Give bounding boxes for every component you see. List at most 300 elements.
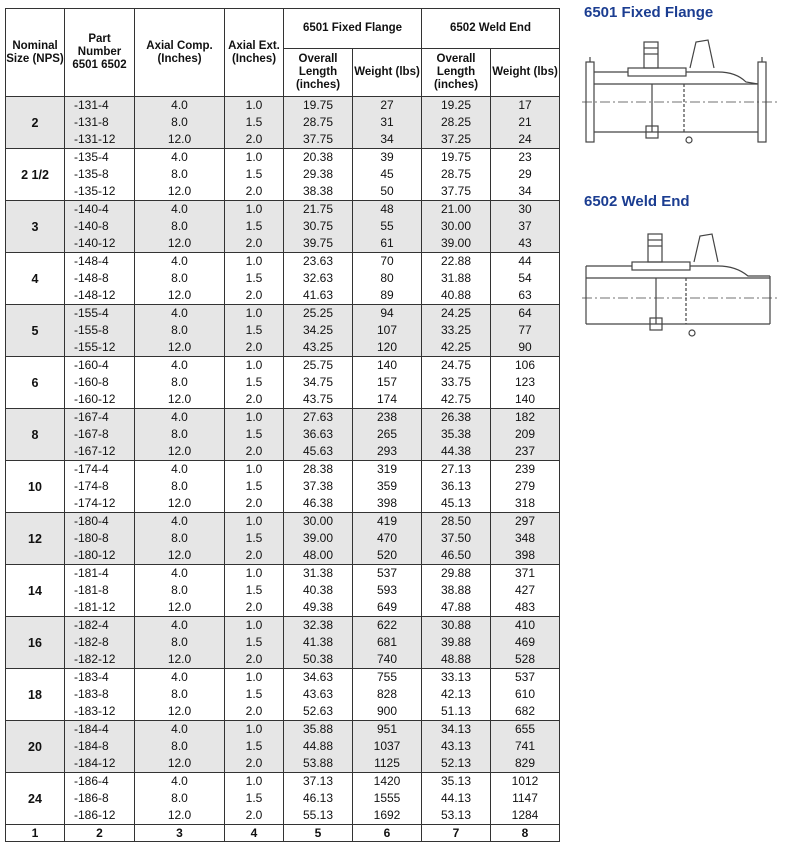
ff-weight-value: 120	[376, 340, 398, 354]
ff-weight-value: 48	[380, 202, 394, 216]
ff-overall-length-value: 43.25	[302, 340, 334, 354]
ff-weight-value: 50	[380, 184, 394, 198]
nominal-size-cell: 6	[6, 357, 65, 409]
axial-comp-value: 12.0	[167, 756, 192, 770]
ff-weight-value: 1037	[373, 739, 401, 753]
axial-ext-value: 1.5	[245, 791, 263, 805]
ff-overall-length-value: 30.00	[302, 514, 334, 528]
axial-comp-cell	[135, 617, 225, 669]
ff-overall-length-value: 45.63	[302, 444, 334, 458]
we-weight-value: 77	[518, 323, 532, 337]
header-ff-weight: Weight (lbs)	[353, 49, 422, 97]
axial-ext-value: 2.0	[245, 600, 263, 614]
axial-comp-value: 4.0	[171, 722, 188, 736]
ff-overall-length-cell	[284, 669, 353, 721]
we-overall-length-cell	[422, 565, 491, 617]
part-number-value: -181-12	[74, 600, 116, 614]
axial-comp-value: 4.0	[171, 566, 188, 580]
we-weight-cell	[491, 357, 560, 409]
part-number-cell	[65, 149, 135, 201]
axial-ext-value: 1.0	[245, 462, 263, 476]
axial-comp-value: 8.0	[171, 531, 188, 545]
axial-ext-value: 2.0	[245, 444, 263, 458]
axial-comp-cell	[135, 201, 225, 253]
we-overall-length-value: 42.25	[440, 340, 472, 354]
axial-comp-value: 8.0	[171, 219, 188, 233]
we-overall-length-value: 24.75	[440, 358, 472, 372]
we-weight-cell	[491, 617, 560, 669]
axial-ext-value: 2.0	[245, 548, 263, 562]
we-weight-value: 239	[514, 462, 536, 476]
axial-ext-value: 1.5	[245, 427, 263, 441]
part-number-value: -160-12	[74, 392, 116, 406]
we-overall-length-cell	[422, 773, 491, 825]
ff-overall-length-value: 40.38	[302, 583, 334, 597]
ff-weight-cell	[353, 565, 422, 617]
we-overall-length-value: 19.75	[440, 150, 472, 164]
ff-weight-value: 537	[376, 566, 398, 580]
axial-comp-value: 12.0	[167, 548, 192, 562]
we-overall-length-value: 27.13	[440, 462, 472, 476]
part-number-value: -135-12	[74, 184, 116, 198]
ff-weight-cell	[353, 773, 422, 825]
ff-weight-value: 39	[380, 150, 394, 164]
ff-overall-length-cell	[284, 773, 353, 825]
axial-ext-value: 2.0	[245, 132, 263, 146]
we-overall-length-value: 38.88	[440, 583, 472, 597]
axial-ext-value: 1.0	[245, 150, 263, 164]
part-number-cell	[65, 201, 135, 253]
we-weight-value: 54	[518, 271, 532, 285]
ff-weight-value: 359	[376, 479, 398, 493]
axial-comp-cell	[135, 357, 225, 409]
ff-overall-length-cell	[284, 149, 353, 201]
ff-weight-value: 1692	[373, 808, 401, 822]
axial-comp-cell	[135, 565, 225, 617]
part-number-value: -167-8	[74, 427, 109, 441]
ff-weight-value: 80	[380, 271, 394, 285]
axial-comp-value: 12.0	[167, 808, 192, 822]
we-weight-cell	[491, 97, 560, 149]
we-overall-length-cell	[422, 617, 491, 669]
spec-table-body	[6, 97, 560, 825]
axial-comp-value: 4.0	[171, 410, 188, 424]
we-overall-length-value: 31.88	[440, 271, 472, 285]
table-row	[6, 617, 560, 669]
axial-ext-value: 2.0	[245, 392, 263, 406]
ff-overall-length-cell	[284, 721, 353, 773]
we-weight-value: 23	[518, 150, 532, 164]
we-weight-value: 123	[514, 375, 536, 389]
ff-weight-value: 900	[376, 704, 398, 718]
ff-overall-length-value: 19.75	[302, 98, 334, 112]
part-number-value: -155-12	[74, 340, 116, 354]
ff-overall-length-cell	[284, 513, 353, 565]
ff-weight-cell	[353, 409, 422, 461]
ff-weight-value: 1125	[374, 756, 400, 770]
ff-overall-length-value: 55.13	[302, 808, 334, 822]
ff-overall-length-value: 50.38	[302, 652, 334, 666]
ff-weight-value: 951	[376, 722, 398, 736]
header-we-weight: Weight (lbs)	[491, 49, 560, 97]
ff-overall-length-value: 29.38	[302, 167, 334, 181]
ff-weight-value: 89	[380, 288, 394, 302]
we-overall-length-cell	[422, 305, 491, 357]
axial-ext-value: 1.5	[245, 635, 263, 649]
we-overall-length-cell	[422, 253, 491, 305]
ff-weight-cell	[353, 253, 422, 305]
we-weight-value: 410	[514, 618, 536, 632]
part-number-value: -182-4	[74, 618, 109, 632]
we-weight-value: 21	[518, 115, 532, 129]
we-weight-value: 29	[518, 167, 532, 181]
we-overall-length-value: 37.50	[440, 531, 472, 545]
nominal-size-cell: 5	[6, 305, 65, 357]
axial-ext-value: 1.5	[245, 739, 263, 753]
axial-comp-value: 8.0	[171, 427, 188, 441]
part-number-value: -180-12	[74, 548, 116, 562]
ff-overall-length-value: 25.25	[302, 306, 334, 320]
axial-ext-value: 1.5	[245, 531, 263, 545]
we-weight-value: 297	[514, 514, 536, 528]
we-weight-value: 1012	[511, 774, 539, 788]
ff-overall-length-value: 53.88	[302, 756, 334, 770]
we-weight-cell	[491, 461, 560, 513]
axial-comp-value: 8.0	[171, 635, 188, 649]
ff-overall-length-cell	[284, 461, 353, 513]
axial-ext-value: 1.0	[245, 618, 263, 632]
axial-comp-value: 4.0	[171, 306, 188, 320]
we-overall-length-value: 52.13	[440, 756, 472, 770]
nominal-size-cell: 3	[6, 201, 65, 253]
we-weight-value: 24	[518, 132, 532, 146]
axial-comp-cell	[135, 721, 225, 773]
axial-comp-value: 4.0	[171, 774, 188, 788]
we-overall-length-value: 42.13	[440, 687, 472, 701]
part-number-value: -140-12	[74, 236, 116, 250]
nominal-size-cell: 18	[6, 669, 65, 721]
we-overall-length-value: 35.38	[440, 427, 472, 441]
axial-ext-value: 1.5	[245, 115, 263, 129]
ff-overall-length-cell	[284, 565, 353, 617]
axial-comp-value: 4.0	[171, 462, 188, 476]
we-weight-cell	[491, 669, 560, 721]
part-number-value: -174-8	[74, 479, 109, 493]
ff-overall-length-value: 34.63	[302, 670, 334, 684]
table-row	[6, 513, 560, 565]
ff-overall-length-value: 31.38	[302, 566, 334, 580]
nominal-size-cell: 10	[6, 461, 65, 513]
spec-table	[5, 8, 560, 842]
ff-weight-value: 649	[376, 600, 398, 614]
we-weight-cell	[491, 409, 560, 461]
ff-weight-value: 27	[380, 98, 394, 112]
table-row	[6, 357, 560, 409]
column-number: 1	[6, 825, 65, 842]
axial-comp-value: 8.0	[171, 323, 188, 337]
table-row	[6, 253, 560, 305]
ff-overall-length-value: 44.88	[302, 739, 334, 753]
part-number-value: -181-4	[74, 566, 109, 580]
ff-overall-length-value: 28.38	[302, 462, 334, 476]
axial-comp-value: 4.0	[171, 514, 188, 528]
table-row	[6, 721, 560, 773]
part-number-cell	[65, 409, 135, 461]
ff-weight-value: 70	[380, 254, 394, 268]
axial-comp-value: 4.0	[171, 98, 188, 112]
part-number-cell	[65, 773, 135, 825]
axial-comp-value: 8.0	[171, 167, 188, 181]
we-overall-length-value: 43.13	[440, 739, 472, 753]
we-weight-cell	[491, 513, 560, 565]
we-weight-cell	[491, 721, 560, 773]
column-number: 7	[422, 825, 491, 842]
ff-weight-value: 1420	[373, 774, 401, 788]
table-row	[6, 565, 560, 617]
axial-comp-value: 12.0	[167, 392, 192, 406]
we-overall-length-value: 28.75	[440, 167, 472, 181]
axial-ext-cell	[225, 357, 284, 409]
part-number-cell	[65, 669, 135, 721]
we-overall-length-cell	[422, 461, 491, 513]
column-number: 3	[135, 825, 225, 842]
axial-comp-value: 12.0	[167, 184, 192, 198]
nominal-size-cell: 16	[6, 617, 65, 669]
ff-weight-value: 140	[376, 358, 398, 372]
part-number-value: -180-8	[74, 531, 109, 545]
ff-weight-value: 61	[380, 236, 394, 250]
ff-weight-value: 319	[376, 462, 398, 476]
we-overall-length-value: 39.88	[440, 635, 472, 649]
axial-ext-value: 1.5	[245, 479, 263, 493]
part-number-value: -160-8	[74, 375, 109, 389]
part-number-cell	[65, 617, 135, 669]
axial-comp-value: 12.0	[167, 288, 192, 302]
axial-ext-cell	[225, 461, 284, 513]
part-number-value: -174-4	[74, 462, 109, 476]
we-weight-value: 1284	[511, 808, 539, 822]
we-weight-value: 182	[514, 410, 536, 424]
axial-ext-value: 1.0	[245, 202, 263, 216]
we-weight-cell	[491, 565, 560, 617]
we-overall-length-value: 37.25	[440, 132, 472, 146]
part-number-value: -180-4	[74, 514, 109, 528]
axial-comp-value: 12.0	[167, 600, 192, 614]
part-number-value: -167-12	[74, 444, 116, 458]
axial-comp-value: 4.0	[171, 670, 188, 684]
part-number-cell	[65, 357, 135, 409]
axial-ext-value: 1.5	[245, 219, 263, 233]
we-overall-length-value: 46.50	[440, 548, 472, 562]
column-number: 2	[65, 825, 135, 842]
part-number-value: -182-12	[74, 652, 116, 666]
we-overall-length-value: 33.25	[440, 323, 472, 337]
nominal-size-cell: 4	[6, 253, 65, 305]
we-overall-length-value: 26.38	[440, 410, 472, 424]
we-overall-length-value: 44.38	[440, 444, 472, 458]
nominal-size-cell: 12	[6, 513, 65, 565]
axial-comp-value: 12.0	[167, 496, 192, 510]
header-axial-ext: Axial Ext. (Inches)	[225, 9, 284, 97]
ff-weight-value: 265	[376, 427, 398, 441]
we-overall-length-value: 42.75	[440, 392, 472, 406]
axial-ext-value: 2.0	[245, 236, 263, 250]
ff-overall-length-value: 49.38	[302, 600, 334, 614]
we-weight-value: 1147	[512, 791, 538, 805]
we-overall-length-value: 34.13	[440, 722, 472, 736]
header-we-overall-length: Overall Length (inches)	[422, 49, 491, 97]
we-overall-length-cell	[422, 513, 491, 565]
part-number-cell	[65, 513, 135, 565]
axial-ext-value: 2.0	[245, 704, 263, 718]
we-overall-length-value: 39.00	[440, 236, 472, 250]
axial-comp-value: 12.0	[167, 704, 192, 718]
ff-overall-length-value: 41.63	[302, 288, 334, 302]
ff-overall-length-value: 23.63	[302, 254, 334, 268]
ff-weight-value: 107	[376, 323, 398, 337]
axial-comp-value: 8.0	[171, 479, 188, 493]
axial-ext-cell	[225, 253, 284, 305]
axial-ext-value: 2.0	[245, 496, 263, 510]
we-weight-value: 682	[514, 704, 536, 718]
ff-overall-length-value: 34.25	[302, 323, 334, 337]
ff-weight-cell	[353, 357, 422, 409]
part-number-value: -140-8	[74, 219, 109, 233]
ff-overall-length-value: 35.88	[302, 722, 334, 736]
table-row	[6, 409, 560, 461]
we-weight-value: 829	[514, 756, 536, 770]
ff-overall-length-value: 34.75	[302, 375, 334, 389]
axial-ext-cell	[225, 97, 284, 149]
ff-weight-value: 828	[376, 687, 398, 701]
we-overall-length-value: 33.75	[440, 375, 472, 389]
axial-comp-cell	[135, 97, 225, 149]
we-overall-length-cell	[422, 149, 491, 201]
axial-comp-value: 12.0	[167, 236, 192, 250]
ff-overall-length-value: 36.63	[302, 427, 334, 441]
ff-weight-value: 622	[376, 618, 398, 632]
axial-comp-cell	[135, 773, 225, 825]
we-weight-value: 318	[514, 496, 536, 510]
we-weight-value: 37	[518, 219, 532, 233]
part-number-value: -174-12	[74, 496, 116, 510]
ff-overall-length-cell	[284, 201, 353, 253]
axial-ext-value: 1.0	[245, 358, 263, 372]
table-row	[6, 773, 560, 825]
axial-comp-value: 4.0	[171, 618, 188, 632]
we-weight-value: 398	[514, 548, 536, 562]
part-number-value: -131-8	[74, 115, 109, 129]
ff-overall-length-cell	[284, 97, 353, 149]
axial-comp-value: 8.0	[171, 583, 188, 597]
axial-comp-value: 12.0	[167, 444, 192, 458]
axial-ext-value: 2.0	[245, 184, 263, 198]
axial-comp-cell	[135, 669, 225, 721]
ff-overall-length-cell	[284, 253, 353, 305]
part-number-value: -184-4	[74, 722, 109, 736]
axial-comp-cell	[135, 305, 225, 357]
header-part-number: Part Number 6501 6502	[65, 9, 135, 97]
axial-ext-value: 1.5	[245, 583, 263, 597]
header-nominal-size: Nominal Size (NPS)	[6, 9, 65, 97]
we-weight-value: 34	[518, 184, 532, 198]
ff-overall-length-value: 52.63	[302, 704, 334, 718]
ff-overall-length-cell	[284, 409, 353, 461]
header-ff-overall-length: Overall Length (inches)	[284, 49, 353, 97]
part-number-value: -160-4	[74, 358, 109, 372]
axial-ext-value: 1.0	[245, 514, 263, 528]
we-overall-length-cell	[422, 97, 491, 149]
column-number: 4	[225, 825, 284, 842]
axial-ext-cell	[225, 565, 284, 617]
ff-weight-value: 398	[376, 496, 398, 510]
we-overall-length-value: 47.88	[440, 600, 472, 614]
table-row	[6, 461, 560, 513]
we-weight-value: 17	[518, 98, 532, 112]
we-overall-length-value: 44.13	[440, 791, 472, 805]
part-number-value: -186-8	[74, 791, 109, 805]
we-overall-length-cell	[422, 409, 491, 461]
axial-comp-value: 12.0	[167, 340, 192, 354]
we-weight-value: 44	[518, 254, 532, 268]
axial-ext-value: 1.5	[245, 375, 263, 389]
we-weight-value: 279	[514, 479, 536, 493]
ff-overall-length-value: 25.75	[302, 358, 334, 372]
part-number-value: -148-12	[74, 288, 116, 302]
table-row	[6, 305, 560, 357]
ff-weight-value: 238	[376, 410, 398, 424]
ff-weight-value: 293	[376, 444, 398, 458]
axial-ext-cell	[225, 513, 284, 565]
we-weight-value: 610	[514, 687, 536, 701]
axial-ext-value: 1.0	[245, 566, 263, 580]
we-weight-cell	[491, 149, 560, 201]
ff-overall-length-value: 43.63	[302, 687, 334, 701]
header-group-6502: 6502 Weld End	[422, 9, 560, 49]
ff-weight-value: 45	[380, 167, 394, 181]
ff-overall-length-value: 41.38	[302, 635, 334, 649]
part-number-value: -155-8	[74, 323, 109, 337]
axial-ext-value: 1.0	[245, 722, 263, 736]
ff-overall-length-value: 39.00	[302, 531, 334, 545]
ff-overall-length-value: 32.63	[302, 271, 334, 285]
nominal-size-cell: 24	[6, 773, 65, 825]
axial-ext-cell	[225, 617, 284, 669]
we-weight-value: 348	[514, 531, 536, 545]
ff-weight-value: 34	[380, 132, 394, 146]
fixed-flange-drawing	[580, 30, 780, 150]
part-number-value: -183-12	[74, 704, 116, 718]
table-row	[6, 669, 560, 721]
ff-weight-cell	[353, 513, 422, 565]
nominal-size-cell: 2 1/2	[6, 149, 65, 201]
we-weight-value: 427	[514, 583, 536, 597]
ff-weight-value: 31	[380, 115, 394, 129]
ff-overall-length-value: 37.38	[302, 479, 334, 493]
header-axial-comp: Axial Comp. (Inches)	[135, 9, 225, 97]
ff-weight-cell	[353, 721, 422, 773]
axial-ext-value: 2.0	[245, 756, 263, 770]
axial-comp-value: 8.0	[171, 791, 188, 805]
axial-ext-cell	[225, 721, 284, 773]
part-number-cell	[65, 97, 135, 149]
part-number-value: -182-8	[74, 635, 109, 649]
axial-ext-value: 1.5	[245, 687, 263, 701]
ff-overall-length-value: 39.75	[302, 236, 334, 250]
ff-overall-length-value: 46.38	[302, 496, 334, 510]
ff-weight-cell	[353, 305, 422, 357]
we-weight-value: 63	[518, 288, 532, 302]
